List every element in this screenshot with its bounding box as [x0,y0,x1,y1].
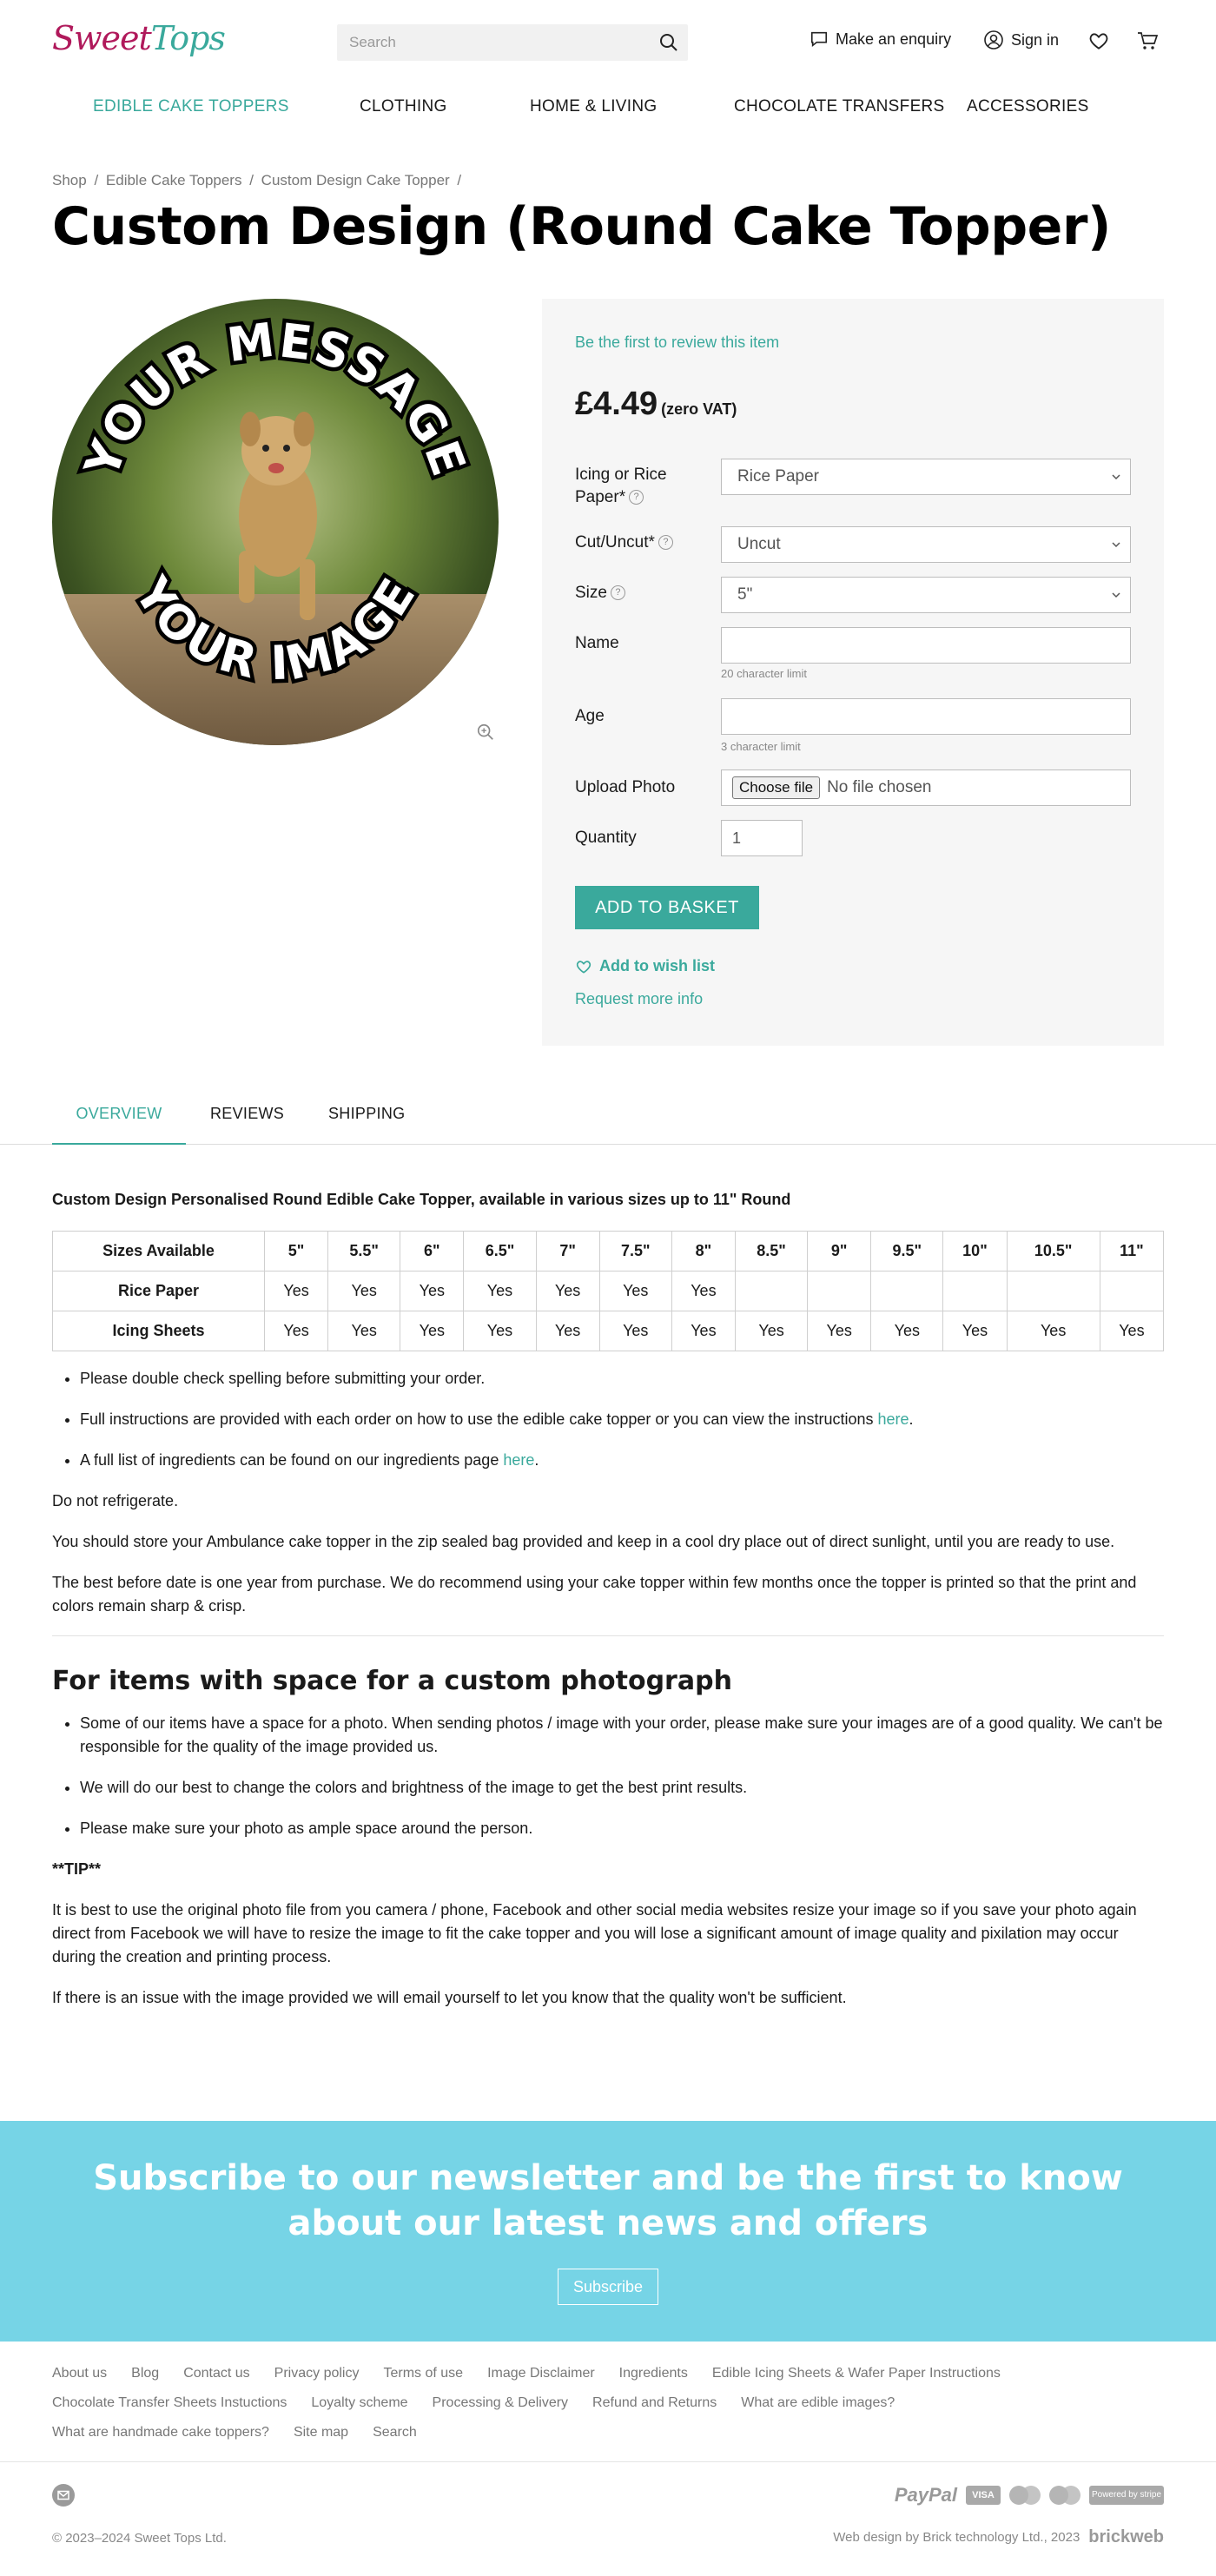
footer-link[interactable]: Image Disclaimer [487,2366,595,2381]
paypal-logo: PayPal [894,2484,957,2506]
chevron-down-icon [1111,472,1121,482]
credit-text: Web design by Brick technology Ltd., 2023 [833,2530,1081,2545]
sizes-table [52,1231,1164,1351]
paper-selected-value: Rice Paper [737,467,819,485]
tab-reviews[interactable]: REVIEWS [210,1105,285,1122]
breadcrumb-custom-design[interactable]: Custom Design Cake Topper [261,172,450,188]
age-input[interactable] [721,698,1131,735]
newsletter-banner [0,2121,1216,2342]
signin-label: Sign in [1011,30,1060,49]
upload-label: Upload Photo [575,778,676,796]
table-cell: Yes [400,1311,464,1351]
table-header-cell: 9.5" [871,1232,943,1271]
subscribe-button[interactable]: Subscribe [558,2269,658,2305]
photo-bullets [80,1712,1164,1840]
mastercard-icon [1009,2486,1041,2505]
footer-link[interactable]: Edible Icing Sheets & Wafer Paper Instructions [711,2366,1001,2381]
image-text-top: YOUR MESSAGE [74,312,477,485]
table-header-cell: 9" [808,1232,871,1271]
logo-text-tops: Tops [150,19,225,57]
search-input[interactable] [337,24,650,61]
maestro-icon [1049,2486,1081,2505]
footer-link[interactable]: What are edible images? [741,2395,895,2410]
choose-file-button[interactable]: Choose file [732,776,820,799]
price-value: £4.49 [575,386,658,422]
web-design-credit[interactable] [833,2527,1164,2547]
table-row-header: Rice Paper [53,1271,265,1311]
final-text: If there is an issue with the image provided we will email yourself to let you know that the quality won't be sufficient. [52,1989,847,2006]
add-to-wishlist-link[interactable] [575,957,715,975]
age-hint: 3 character limit [721,740,801,753]
footer-link[interactable]: Refund and Returns [592,2395,717,2410]
list-item: • Some of our items have a space for a photo. When sending photos / image with your order, please make sure your images are of a good quality. We can't be responsible for the quality of the image provided us. [80,1712,1164,1759]
breadcrumb [52,172,465,189]
tab-shipping[interactable]: SHIPPING [328,1105,406,1122]
breadcrumb-separator: / [457,172,462,188]
paragraph: You should store your Ambulance cake topper in the zip sealed bag provided and keep in a cool dry place out of direct sunlight, until you are ready to use. [52,1533,1115,1550]
table-cell: Yes [400,1271,464,1311]
list-item: • A full list of ingredients can be found on our ingredients page here. [80,1449,1164,1472]
name-hint: 20 character limit [721,667,807,680]
nav-item-edible-cake-toppers[interactable]: EDIBLE CAKE TOPPERS [93,97,289,116]
footer-links [52,2359,1164,2447]
table-cell [735,1271,807,1311]
help-icon[interactable]: ? [629,490,644,505]
paragraph: The best before date is one year from purchase. We do recommend using your cake topper within few months once the topper is printed so that the print and colors remain sharp & crisp. [52,1574,1137,1615]
table-cell: Yes [943,1311,1007,1351]
table-header-cell: 11" [1100,1232,1163,1271]
table-cell [871,1271,943,1311]
table-cell: Yes [464,1271,536,1311]
price-note: (zero VAT) [661,400,737,418]
age-label: Age [575,707,605,725]
buy-box [542,299,1164,1046]
footer-link[interactable]: What are handmade cake toppers? [52,2425,269,2440]
tab-overview[interactable]: OVERVIEW [52,1089,186,1145]
enquiry-label: Make an enquiry [836,30,952,48]
table-cell: Yes [1007,1311,1100,1351]
list-item: • Please double check spelling before submitting your order. [80,1367,1164,1390]
signin-link[interactable] [983,30,1059,50]
table-header-cell: 5" [265,1232,328,1271]
table-cell: Yes [1100,1311,1163,1351]
table-cell: Yes [671,1271,735,1311]
list-item: • Please make sure your photo as ample space around the person. [80,1817,1164,1840]
add-to-basket-button[interactable]: ADD TO BASKET [575,886,759,929]
table-row [53,1311,1164,1351]
chevron-down-icon [1111,590,1121,600]
table-cell [1007,1271,1100,1311]
paper-select[interactable] [721,459,1131,495]
copyright: © 2023–2024 Sweet Tops Ltd. [52,2531,227,2546]
table-header-cell: 10.5" [1007,1232,1100,1271]
table-cell [808,1271,871,1311]
table-cell: Yes [265,1271,328,1311]
quantity-label: Quantity [575,829,637,847]
visa-logo: VISA [966,2486,1001,2505]
price [575,386,737,423]
footer-row [52,2418,1164,2447]
table-row [53,1271,1164,1311]
table-header-cell: Sizes Available [53,1232,265,1271]
breadcrumb-shop[interactable]: Shop [52,172,87,188]
zoom-icon[interactable] [476,723,495,742]
table-header-cell: 8.5" [735,1232,807,1271]
table-cell [943,1271,1007,1311]
table-cell: Yes [599,1271,671,1311]
footer-link[interactable]: Blog [131,2366,160,2381]
nav-item-chocolate-transfers[interactable]: CHOCOLATE TRANSFERS [734,97,945,116]
search-box [337,24,688,61]
table-cell: Yes [671,1311,735,1351]
photo-section-heading: For items with space for a custom photograph [52,1666,732,1696]
list-item: • We will do our best to change the colors and brightness of the image to get the best print results. [80,1776,1164,1800]
review-link[interactable]: Be the first to review this item [575,334,780,351]
table-header-cell: 7.5" [599,1232,671,1271]
newsletter-title: Subscribe to our newsletter and be the first to know about our latest news and offers [93,2158,1123,2243]
site-header [0,0,1216,87]
size-selected-value: 5" [737,585,753,604]
footer-link[interactable]: Ingredients [618,2366,688,2381]
payment-logos [895,2484,1164,2507]
name-input[interactable] [721,627,1131,664]
footer-link[interactable]: About us [52,2366,108,2381]
table-cell: Yes [536,1311,599,1351]
size-select[interactable] [721,577,1131,613]
tip-label: **TIP** [52,1860,102,1878]
paper-label: Icing or Rice Paper* ? [575,466,667,506]
paragraph: Do not refrigerate. [52,1492,179,1509]
chat-bubble-icon [810,30,829,49]
name-label: Name [575,634,619,652]
tip-text: It is best to use the original photo file from you camera / phone, Facebook and other social media websites resize your image so if you save your photo again direct from Facebook we will have to resize the image to fit the cake topper and you will lose a significant amount of image quality and pixilation may occur during the creation and printing process. [52,1901,1137,1965]
footer-link[interactable]: Search [373,2425,417,2440]
table-header-cell: 5.5" [328,1232,400,1271]
footer-link[interactable]: Site map [293,2425,349,2440]
brickweb-logo: brickweb [1088,2527,1164,2546]
quantity-input[interactable]: 1 [721,820,803,856]
table-header-cell: 8" [671,1232,735,1271]
footer-link[interactable]: Contact us [183,2366,250,2381]
page-title: Custom Design (Round Cake Topper) [52,196,1111,257]
table-row [53,1232,1164,1271]
product-image[interactable] [52,299,499,745]
table-header-cell: 7" [536,1232,599,1271]
cut-select[interactable] [721,526,1131,563]
request-info-link[interactable]: Request more info [575,990,704,1007]
table-cell [1100,1271,1163,1311]
nav-item-clothing[interactable]: CLOTHING [360,97,447,116]
breadcrumb-edible-cake-toppers[interactable]: Edible Cake Toppers [105,172,242,188]
table-cell: Yes [599,1311,671,1351]
cut-selected-value: Uncut [737,535,781,553]
table-header-cell: 6.5" [464,1232,536,1271]
divider [52,1635,1164,1636]
overview-content [52,1188,1164,2027]
footer-link[interactable]: Terms of use [383,2366,464,2381]
table-cell: Yes [464,1311,536,1351]
nav-item-accessories[interactable]: ACCESSORIES [967,97,1089,116]
help-icon[interactable]: ? [611,585,625,600]
upload-status: No file chosen [827,778,932,796]
footer-link[interactable]: Privacy policy [274,2366,360,2381]
nav-item-home-living[interactable]: HOME & LIVING [530,97,658,116]
email-icon[interactable] [52,2484,75,2507]
enquiry-link[interactable] [810,30,951,49]
list-item: • Full instructions are provided with each order on how to use the edible cake topper or you can view the instructions here. [80,1408,1164,1431]
table-cell: Yes [265,1311,328,1351]
footer-row [52,2388,1164,2418]
heart-icon [575,958,592,975]
table-cell: Yes [328,1311,400,1351]
size-label: Size ? [575,582,714,604]
table-cell: Yes [735,1311,807,1351]
footer-row [52,2359,1164,2388]
overview-heading: Custom Design Personalised Round Edible Cake Topper, available in various sizes up to 11" Round [52,1191,791,1208]
footer-link[interactable]: Processing & Delivery [432,2395,569,2410]
help-icon[interactable]: ? [658,535,673,550]
search-icon[interactable] [658,32,679,53]
footer-link[interactable]: Loyalty scheme [311,2395,408,2410]
footer-divider [0,2461,1216,2462]
main-nav [0,97,1216,123]
wishlist-label: Add to wish list [599,957,715,974]
table-cell: Yes [536,1271,599,1311]
ingredients-link[interactable]: here [503,1451,535,1469]
breadcrumb-separator: / [94,172,99,188]
overview-bullets [80,1367,1164,1472]
site-logo[interactable] [52,16,225,68]
product-tabs [0,1089,1216,1145]
heart-icon[interactable] [1087,30,1110,52]
cut-label: Cut/Uncut* ? [575,532,714,554]
image-text-bottom: YOUR IMAGE [123,567,427,691]
cart-icon[interactable] [1136,30,1159,52]
logo-text-sweet: Sweet [52,19,151,57]
chevron-down-icon [1111,539,1121,550]
stripe-badge: Powered by stripe [1089,2486,1164,2505]
table-header-cell: 10" [943,1232,1007,1271]
breadcrumb-separator: / [249,172,254,188]
upload-photo-field[interactable] [721,769,1131,806]
table-header-cell: 6" [400,1232,464,1271]
user-icon [983,30,1004,50]
footer-link[interactable]: Chocolate Transfer Sheets Instuctions [52,2395,287,2410]
table-row-header: Icing Sheets [53,1311,265,1351]
table-cell: Yes [328,1271,400,1311]
table-cell: Yes [871,1311,943,1351]
instructions-link[interactable]: here [877,1410,909,1428]
table-cell: Yes [808,1311,871,1351]
